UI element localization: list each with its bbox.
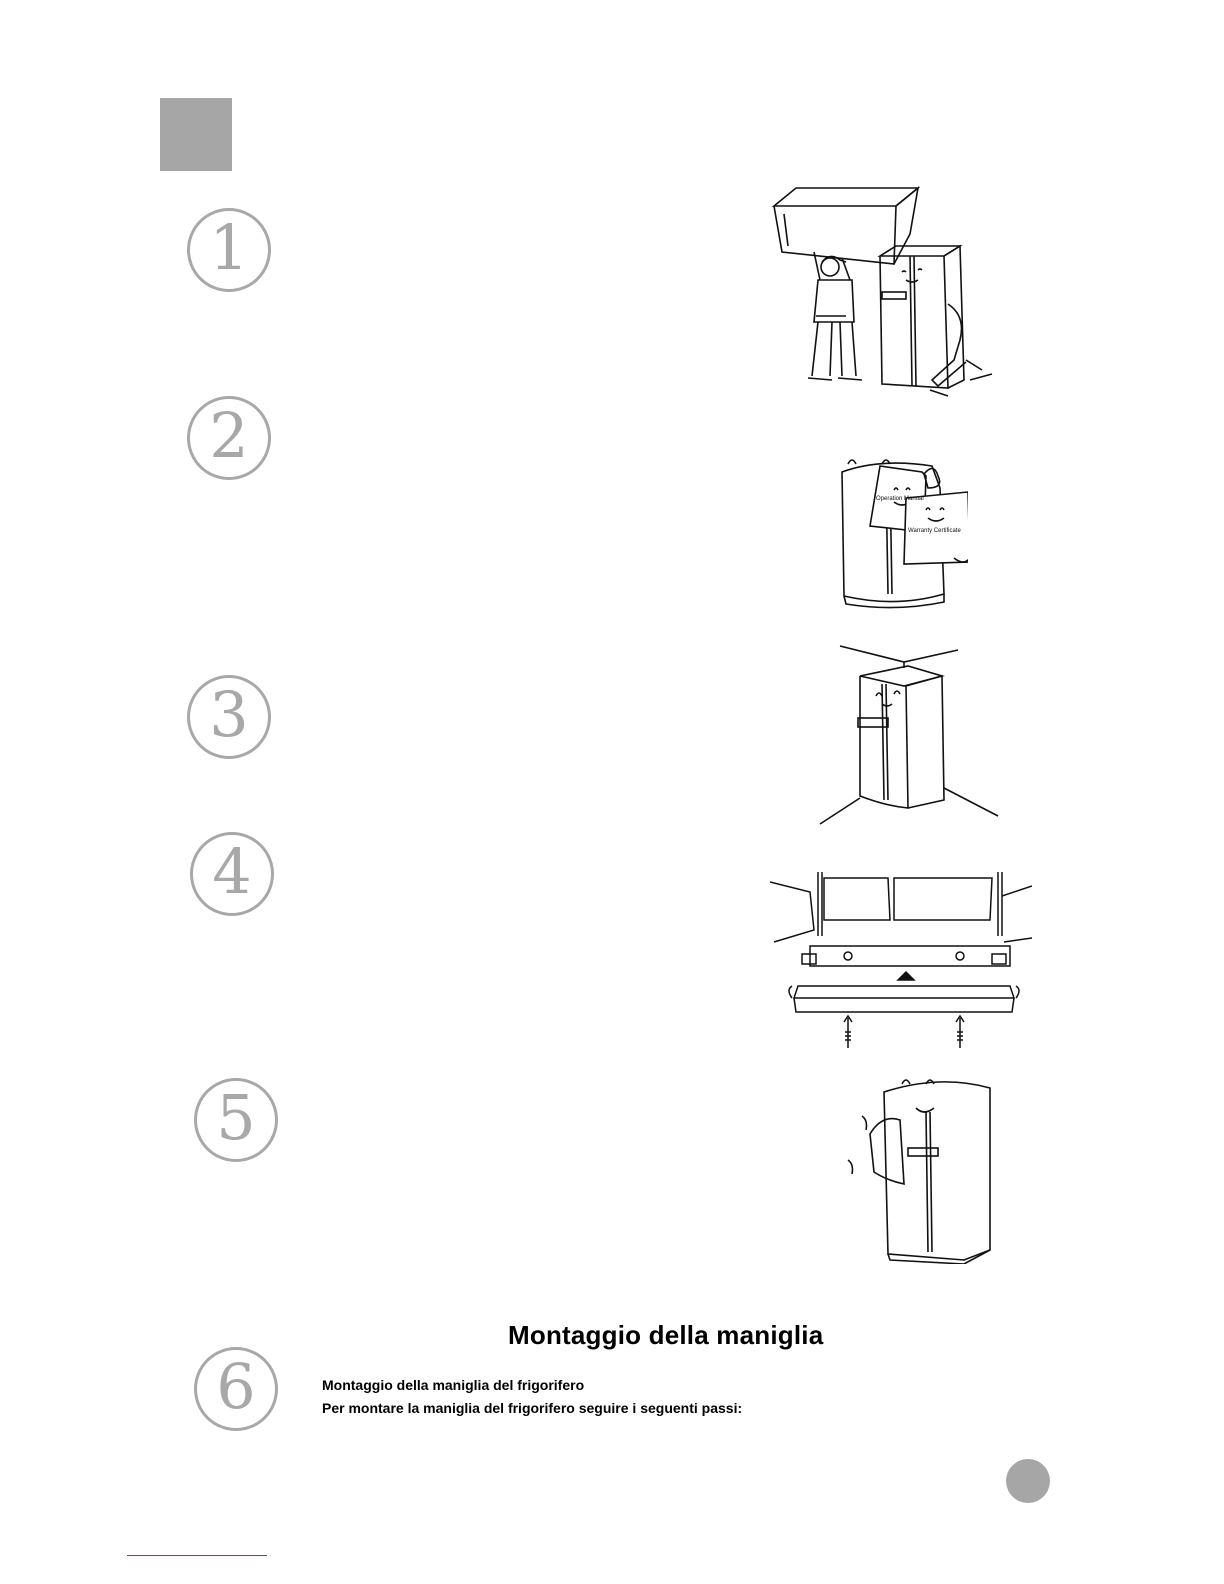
refrigerator-with-documents-illustration [836,454,968,610]
footer-link-underline[interactable] [127,1555,267,1556]
step-number-5: 5 [194,1078,278,1162]
refrigerator-in-corner-illustration [816,638,1004,828]
refrigerator-cleaning-illustration [840,1072,1000,1264]
operation-manual-label: Operation Manual [876,496,924,502]
base-panel-installation-illustration [770,868,1032,1054]
section-title: Montaggio della maniglia [508,1320,824,1350]
step-number-3: 3 [187,675,271,759]
section-instructions: Per montare la maniglia del frigorifero seguire i seguenti passi: [322,1400,743,1416]
warranty-certificate-label: Warranty Certificate [908,528,961,534]
step-number-4: 4 [190,832,274,916]
person-unboxing-refrigerator-illustration [770,184,1002,406]
section-marker [160,98,232,171]
step-number-2: 2 [187,396,271,480]
step-number-6: 6 [194,1347,278,1431]
page-number-marker [1006,1459,1050,1503]
step-number-1: 1 [187,208,271,292]
section-subtitle: Montaggio della maniglia del frigorifero [322,1377,585,1393]
